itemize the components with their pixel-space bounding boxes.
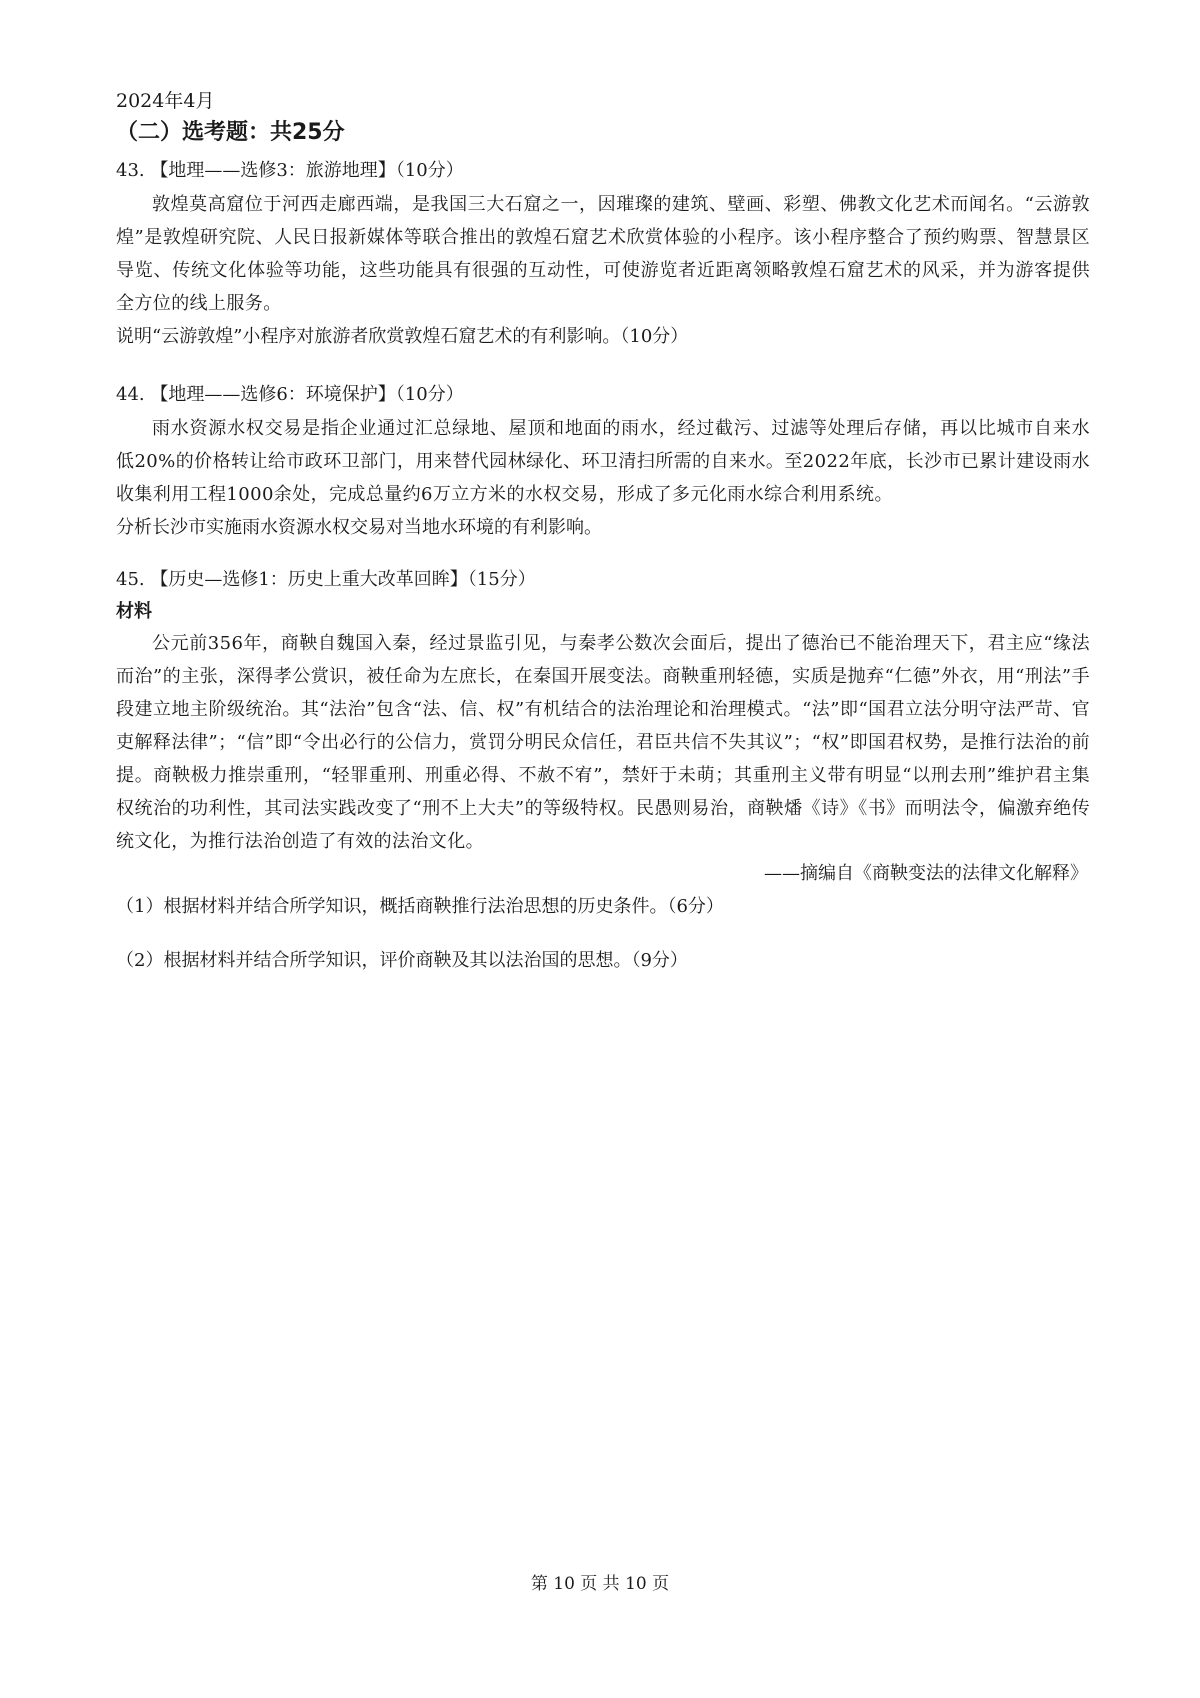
spacer	[116, 545, 1090, 563]
question-44-prompt: 分析长沙市实施雨水资源水权交易对当地水环境的有利影响。	[116, 517, 602, 538]
question-45-paragraph: 公元前356年，商鞅自魏国入秦，经过景监引见，与秦孝公数次会面后，提出了德治已不能治理天下，君主应“缘法而治”的主张，深得孝公赏识，被任命为左庶长，在秦国开展变法。商鞅重刑轻德，实质是抛弃“仁德”外衣，用“刑法”手段建立地主阶级统治。其“法治”包含“法、信、权”有机结合的法治理论和治理模式。“法”即“国君立法分明守法严苛、官吏解释法律”；“信”即“令出必行的公信力，赏罚分明民众信任，君臣共信不失其议”；“权”即国君权势，是推行法治的前提。商鞅极力推崇重刑，“轻罪重刑、刑重必得、不赦不宥”，禁奸于未萌；其重刑主义带有明显“以刑去刑”维护君主集权统治的功利性，其司法实践改变了“刑不上大夫”的等级特权。民愚则易治，商鞅燔《诗》《书》而明法令，偏激弃绝传统文化，为推行法治创造了有效的法治文化。	[116, 633, 1090, 852]
page-number: 第 10 页 共 10 页	[530, 1574, 670, 1594]
question-45-sub-2: （2）根据材料并结合所学知识，评价商鞅及其以法治国的思想。（9分）	[116, 950, 688, 971]
spacer	[116, 354, 1090, 378]
section-title: （二）选考题：共25分	[116, 120, 345, 145]
question-44	[116, 378, 1090, 545]
exam-page	[116, 86, 1090, 978]
exam-date: 2024年4月	[116, 90, 215, 112]
question-45-heading: 45. 【历史—选修1：历史上重大改革回眸】（15分）	[116, 569, 536, 590]
question-43	[116, 154, 1090, 354]
material-label: 材料	[116, 601, 152, 622]
spacer	[116, 924, 1090, 944]
question-44-paragraph: 雨水资源水权交易是指企业通过汇总绿地、屋顶和地面的雨水，经过截污、过滤等处理后存储，再以比城市自来水低20%的价格转让给市政环卫部门，用来替代园林绿化、环卫清扫所需的自来水。至2022年底，长沙市已累计建设雨水收集利用工程1000余处，完成总量约6万立方米的水权交易，形成了多元化雨水综合利用系统。	[116, 418, 1090, 505]
question-43-paragraph: 敦煌莫高窟位于河西走廊西端，是我国三大石窟之一，因璀璨的建筑、壁画、彩塑、佛教文化艺术而闻名。“云游敦煌”是敦煌研究院、人民日报新媒体等联合推出的敦煌石窟艺术欣赏体验的小程序。该小程序整合了预约购票、智慧景区导览、传统文化体验等功能，这些功能具有很强的互动性，可使游览者近距离领略敦煌石窟艺术的风采，并为游客提供全方位的线上服务。	[116, 194, 1090, 314]
question-43-prompt: 说明“云游敦煌”小程序对旅游者欣赏敦煌石窟艺术的有利影响。（10分）	[116, 326, 689, 347]
question-44-heading: 44. 【地理——选修6：环境保护】（10分）	[116, 384, 464, 405]
question-43-heading: 43. 【地理——选修3：旅游地理】（10分）	[116, 160, 464, 181]
material-source: ——摘编自《商鞅变法的法律文化解释》	[764, 863, 1088, 884]
question-45	[116, 563, 1090, 978]
question-45-sub-1: （1）根据材料并结合所学知识，概括商鞅推行法治思想的历史条件。（6分）	[116, 896, 724, 917]
